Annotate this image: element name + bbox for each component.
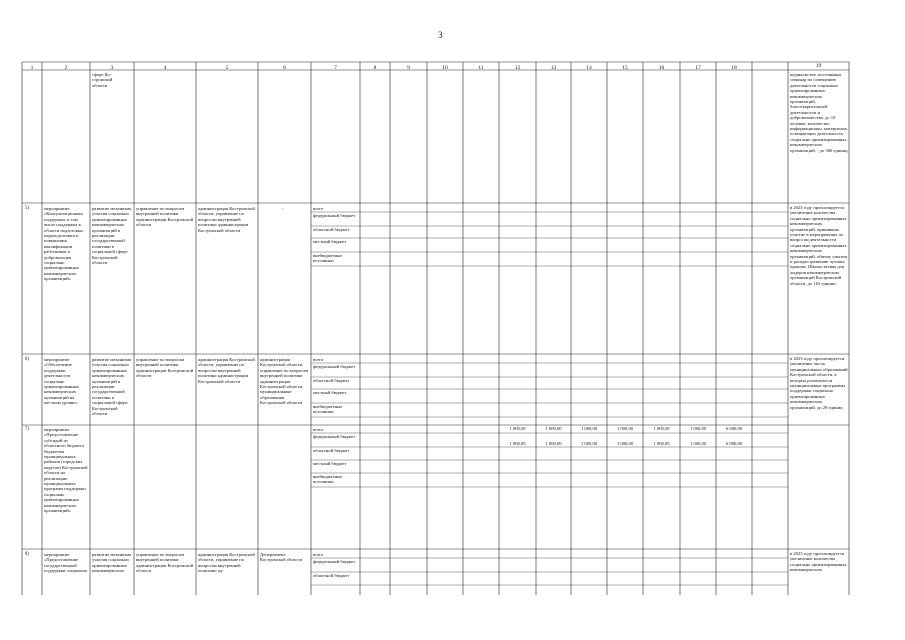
row-8-funding-federal: федеральный бюджет	[313, 559, 356, 564]
col-header-1: 1	[30, 65, 34, 71]
row-7-total-sum: 6 000,00	[725, 426, 743, 431]
row-5-coexecutor: администрация Костромской области, управление по вопросам внутренней политики администрации Костромской области	[198, 206, 255, 233]
row-6-number: 6)	[25, 357, 29, 362]
row-5-funding-regional: областной бюджет	[313, 227, 350, 232]
row-7-total-2020: 1 000,00	[509, 426, 526, 431]
row-8-result: в 2023 году прогнозируется увеличение количества социально ориентированных некоммерческих	[790, 551, 847, 573]
row-6-result: в 2023 году прогнозируется увеличение числа муниципальных образований Костромской области, в которых реализуются муниципальные программы поддержки социально ориентированных некоммерческих организаций, до 29 единиц	[790, 356, 848, 410]
row-6-funding-local: местный бюджет	[313, 390, 347, 395]
col-header-11: 11	[478, 65, 484, 71]
col-header-7: 7	[334, 65, 337, 71]
row-5-funding-federal: федеральный бюджет	[313, 213, 356, 218]
col-header-14: 14	[586, 65, 592, 71]
col-header-17: 17	[695, 65, 701, 71]
col-header-2: 2	[64, 65, 68, 71]
row-5-number: 5)	[25, 206, 29, 211]
col-header-9: 9	[407, 65, 410, 71]
col-header-3: 3	[110, 65, 114, 71]
row-6-funding-total: всего	[313, 357, 324, 362]
row-8-funding-total: всего	[313, 552, 324, 557]
row-6-goal: развитие механизма участия социально ориентированных некоммерческих организаций в реализации государственной политики в социальной сфере Костромской области	[92, 357, 132, 417]
row-7-regional-2021: 1 000,00	[545, 441, 562, 446]
row-7-regional-2024: 1 000,00	[653, 441, 670, 446]
row-8-number: 8)	[25, 552, 29, 557]
col-header-18: 18	[731, 65, 737, 71]
row-7-regional-2020: 1 000,00	[509, 441, 526, 446]
row-6-name: мероприятие «Обеспечение поддержки деятельности социально ориентированных некоммерческих организаций на местном уровне»	[44, 357, 80, 406]
row-5-result: в 2023 году прогнозируется увеличение количества социально ориентированных некоммерческих организаций, принявших участие в мероприятиях по вопросам деятельности социально ориентированных некоммерческих организаций, обмену опытом и распространению лучших практик, Школы актива для лидеров некоммерческих организаций Костромской области, до 163 единиц	[790, 205, 848, 286]
row-7-regional-2025: 1 000,00	[689, 441, 707, 446]
row-5-name: мероприятие «Консультационная поддержка, в том числе поддержка в области подготовки, переподготовки и повышения квалификации работников и добровольцев социально ориентированных некоммерческих организаций»	[44, 206, 84, 282]
row-7-regional-2023: 1 000,00	[616, 441, 634, 446]
row-7-total-2021: 1 000,00	[545, 426, 562, 431]
row-5-goal: развитие механизма участия социально ориентированных некоммерческих организаций в реализации государственной политики в социальной сфере Костромской области	[92, 206, 132, 266]
col-header-15: 15	[622, 65, 628, 71]
row-6-funding-extrabudget: внебюджетные источники	[313, 404, 343, 415]
row-7-number: 7)	[25, 427, 29, 432]
row-8-executor: управление по вопросам внутренней политики администрации Костромской области	[136, 552, 194, 574]
row-6-executor: управление по вопросам внутренней политики администрации Костромской области	[136, 357, 194, 379]
row-6-funding-federal: федеральный бюджет	[313, 364, 356, 369]
row-5-participant: -	[282, 206, 284, 211]
col-header-13: 13	[550, 65, 557, 71]
row-7-funding-total: всего	[313, 427, 324, 432]
row-8-goal: развитие механизма участия социально ориентированных некоммерческих	[92, 552, 132, 574]
row-5-funding-local: местный бюджет	[313, 239, 347, 244]
row-7-total-2025: 1 000,00	[689, 426, 707, 431]
row-7-funding-local: местный бюджет	[313, 461, 347, 466]
row-7-total-2024: 1 000,00	[653, 426, 670, 431]
row-5-executor: управление по вопросам внутренней политики администрации Костромской области	[136, 206, 194, 228]
row-7-funding-regional: областной бюджет	[313, 448, 350, 453]
row-8-coexecutor: администрация Костромской области, управление по вопросам внутренней политики ад-	[198, 552, 255, 574]
row-7-regional-2022: 1 000,00	[580, 441, 598, 446]
col-header-6: 6	[283, 65, 286, 71]
col-header-10: 10	[442, 65, 448, 71]
col-header-16: 16	[658, 65, 665, 71]
row-8-funding-regional: областной бюджет	[313, 573, 350, 578]
row-7-funding-extrabudget: внебюджетные источники	[313, 474, 343, 485]
continuation-goal: сфере Ко- стромской области	[92, 72, 113, 88]
page-number: 3	[438, 30, 443, 40]
row-5-funding-total: всего	[313, 206, 324, 211]
row-7-total-2023: 1 000,00	[616, 426, 634, 431]
row-6-funding-regional: областной бюджет	[313, 378, 350, 383]
col-header-5: 5	[225, 65, 229, 71]
row-7-funding-federal: федеральный бюджет	[313, 434, 356, 439]
continuation-result: журналистов, постоянных семинар по освещению деятельности социально ориентированных некоммерческих организаций, благотворительной деятельности и добровольчества, до 10 человек; количество информационно, материалов, освещающих деятельность социально ориентированных некоммерческих организаций, - до 360 единиц	[790, 72, 848, 153]
col-header-19: 19	[815, 63, 822, 69]
col-header-12: 12	[514, 65, 521, 71]
row-8-name: мероприятие «Предоставление государственной поддержки социально	[44, 552, 88, 574]
row-8-participant: Департамент Костромской области	[260, 552, 303, 563]
col-header-4: 4	[163, 65, 167, 71]
row-5-funding-extrabudget: внебюджетные источники	[313, 253, 343, 264]
row-7-total-2022: 1 000,00	[580, 426, 598, 431]
row-6-participant: администрация Костромской области, управление по вопросам внутренней политики администрации Костромской области, муниципальные образования Костромской области	[260, 357, 309, 406]
col-header-8: 8	[373, 65, 377, 71]
row-7-name: мероприятие «Предоставление субсидий из областного бюджета бюджетам муниципальных районов (городских округов) Костромской области на реализацию муниципальных программ поддержки социально ориентированных некоммерческих организаций»	[44, 427, 88, 514]
row-7-regional-sum: 6 000,00	[725, 441, 743, 446]
row-6-coexecutor: администрация Костромской области, управление по вопросам внутренней политики администрации Костромской области	[198, 357, 255, 384]
